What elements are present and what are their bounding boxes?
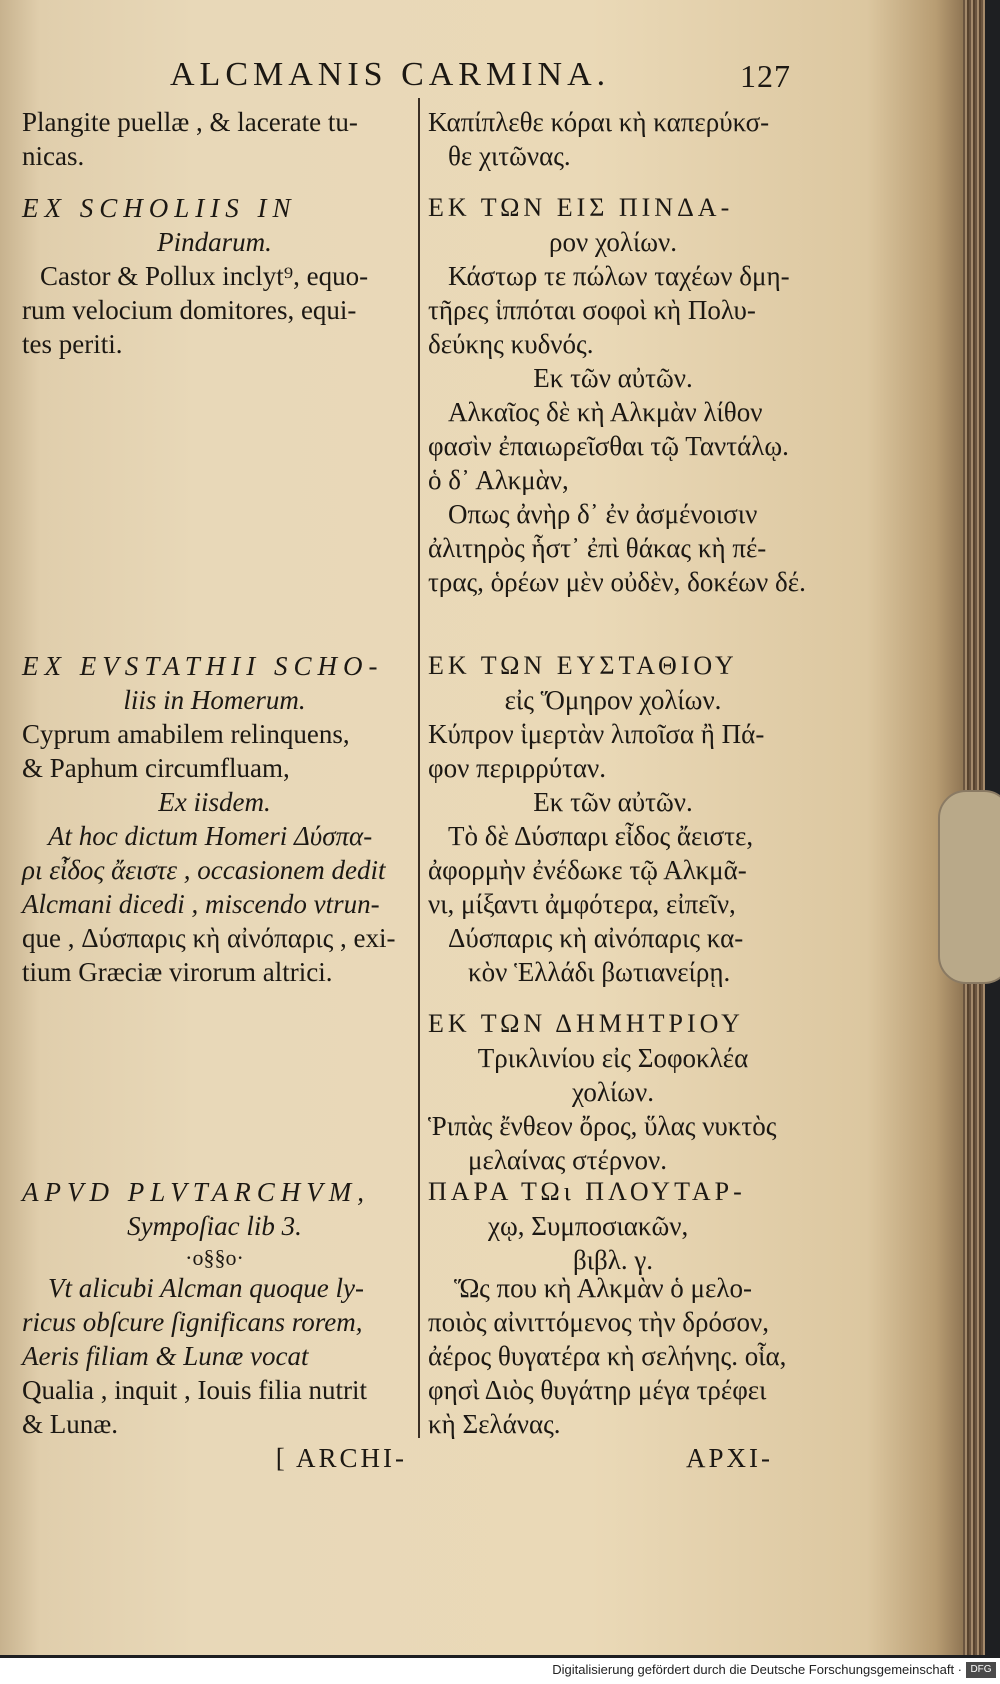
section-subheading: εἰς Ὅμηρον χολίων.	[504, 685, 722, 715]
section-heading: ΕΚ ΤΩΝ ΔΗΜΗΤΡΙΟΥ	[428, 1009, 744, 1038]
section-subheading: liis in Homerum.	[123, 685, 306, 715]
catchword: [ ARCHI-	[275, 1443, 407, 1473]
greek-line: Ῥιπὰς ἔνθεον ὄρος, ὕλας νυκτὸς	[428, 1111, 777, 1141]
latin-line: Alcmani dicedi , miscendo vtrun-	[22, 889, 380, 919]
section-subheading: βιβλ. γ.	[572, 1245, 653, 1275]
greek-line: Αλκαῖος δὲ κὴ Αλκμὰν λίθον	[448, 397, 763, 427]
section-heading: ΠΑΡΑ ΤΩι ΠΛΟΥΤΑΡ-	[428, 1177, 746, 1206]
funding-credit: Digitalisierung gefördert durch die Deutsche Forschungsgemeinschaft ·	[552, 1662, 962, 1677]
greek-line: τῆρες ἱππόται σοφοὶ κὴ Πολυ-	[428, 295, 756, 325]
section-heading: ΕΚ ΤΩΝ ΕΙΣ ΠΙΝΔΑ-	[428, 193, 734, 222]
greek-line: δεύκης κυδνός.	[428, 329, 594, 359]
greek-line: Δύσπαρις κὴ αἰνόπαρις κα-	[448, 923, 744, 953]
digitization-footer	[0, 1658, 1000, 1684]
section-subheading: Ex iisdem.	[158, 787, 271, 817]
section-subheading: Sympoſiac lib 3.	[127, 1211, 302, 1241]
page-number: 127	[740, 58, 791, 94]
latin-line: Vt alicubi Alcman quoque ly-	[48, 1273, 364, 1303]
catchword: ΑΡΧΙ-	[686, 1443, 773, 1473]
latin-line: Qualia , inquit , Iouis filia nutrit	[22, 1375, 367, 1405]
section-subheading: Pindarum.	[157, 227, 272, 257]
section-subheading: ρον χολίων.	[549, 227, 677, 257]
greek-line: Ὥς που κὴ Αλκμὰν ὁ μελο-	[454, 1273, 752, 1303]
section-heading: APVD PLVTARCHVM,	[22, 1177, 370, 1207]
latin-line: Plangite puellæ , & lacerate tu-	[22, 107, 358, 137]
greek-line: νι, μίξαντι ἀμφότερα, εἰπεῖν,	[428, 889, 736, 919]
latin-line: At hoc dictum Homeri Δύσπα-	[48, 821, 373, 851]
greek-line: κὴ Σελάνας.	[428, 1409, 561, 1439]
latin-line: tium Græciæ virorum altrici.	[22, 957, 333, 987]
section-subheading: χολίων.	[572, 1077, 654, 1107]
latin-line: Cyprum amabilem relinquens,	[22, 719, 350, 749]
greek-line: Κάστωρ τε πώλων ταχέων δμη-	[448, 261, 790, 291]
greek-line: ἀλιτηρὸς ἧστ᾽ ἐπὶ θάκας κὴ πέ-	[428, 533, 767, 563]
latin-line: tes periti.	[22, 329, 123, 359]
greek-line: Τὸ δὲ Δύσπαρι εἶδος ἄειστε,	[448, 821, 754, 851]
greek-line: Οπως ἀνὴρ δ᾽ ἐν ἀσμένοισιν	[448, 499, 758, 529]
section-subheading: Εκ τῶν αὐτῶν.	[533, 787, 693, 817]
greek-line: φασὶν ἐπαιωρεῖσθαι τῷ Ταντάλῳ.	[428, 431, 789, 461]
greek-line: φον περιρρύταν.	[428, 753, 607, 783]
greek-line: φησὶ Διὸς θυγάτηρ μέγα τρέφει	[428, 1375, 767, 1405]
dfg-logo-icon: DFG	[966, 1662, 996, 1678]
latin-line: que , Δύσπαρις κὴ αἰνόπαρις , exi-	[22, 923, 396, 953]
section-heading: ΕΚ ΤΩΝ ΕΥΣΤΑΘΙΟΥ	[428, 651, 738, 680]
greek-line: ἀφορμὴν ἐνέδωκε τῷ Αλκμᾶ-	[428, 855, 747, 885]
greek-line: ποιὸς αἰνιττόμενος τὴν δρόσον,	[428, 1307, 770, 1337]
greek-line: ὁ δ᾽ Αλκμὰν,	[428, 465, 569, 495]
latin-line: rum velocium domitores, equi-	[22, 295, 357, 325]
latin-line: Aeris filiam & Lunæ vocat	[22, 1341, 309, 1371]
section-subheading: Τρικλινίου εἰς Σοφοκλέα	[477, 1043, 749, 1073]
section-heading: EX EVSTATHII SCHO-	[22, 651, 384, 681]
latin-line: & Lunæ.	[22, 1409, 119, 1439]
latin-line: nicas.	[22, 141, 85, 171]
latin-line: ricus obſcure ſignificans rorem,	[22, 1307, 363, 1337]
greek-line: μελαίνας στέρνον.	[468, 1145, 667, 1175]
column-divider	[418, 98, 420, 1438]
latin-line: Castor & Pollux inclyt⁹, equo-	[40, 261, 369, 291]
page-tab	[938, 790, 1000, 984]
greek-line: Καπίπλεθε κόραι κὴ καπερύκσ-	[428, 107, 770, 137]
ornament: ·o§§o·	[185, 1245, 244, 1270]
section-subheading: Εκ τῶν αὐτῶν.	[533, 363, 693, 393]
header-title: ALCMANIS CARMINA.	[170, 56, 611, 93]
latin-line: & Paphum circumfluam,	[22, 753, 290, 783]
latin-line: ρι εἶδος ἄειστε , occasionem dedit	[22, 855, 386, 885]
greek-line: τρας, ὁρέων μὲν οὐδὲν, δοκέων δέ.	[428, 567, 806, 597]
greek-line: χῳ, Συμποσιακῶν,	[488, 1211, 689, 1241]
greek-line: κὸν Ἑλλάδι βωτιανείρῃ.	[468, 957, 731, 987]
greek-line: Κύπρον ἱμερτὰν λιποῖσα ἢ Πά-	[428, 719, 765, 749]
greek-line: ἀέρος θυγατέρα κὴ σελήνης. οἷα,	[428, 1341, 787, 1371]
greek-line: θε χιτῶνας.	[448, 141, 571, 171]
section-heading: EX SCHOLIIS IN	[22, 193, 297, 223]
